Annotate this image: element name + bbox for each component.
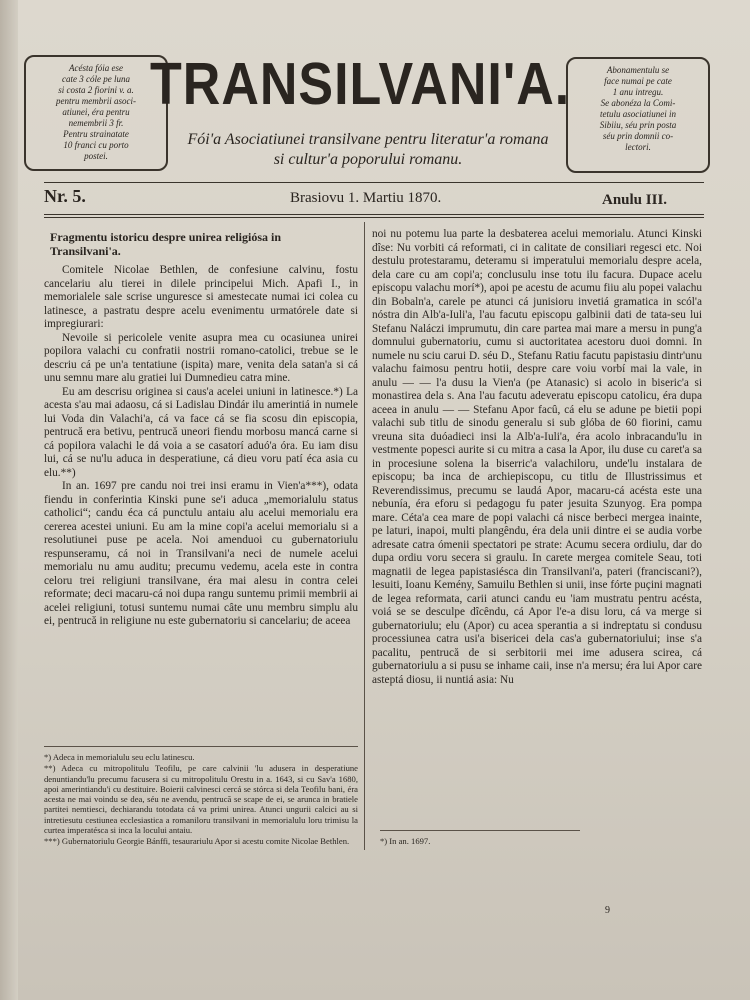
header-rule-top bbox=[44, 182, 704, 183]
abonament-info-box bbox=[566, 57, 710, 173]
article-paragraph: Comitele Nicolae Bethlen, de confesiune calvinu, fostu cancelariu alu tierei in dilele principelui Mich. Apafi I., in memorialele sale scrise unguresce si amestecate numai ici colea cu latinesce, a pastratu despre acelu evenimentu urmatórele date si impregiurari: bbox=[44, 264, 358, 330]
box-line: Se abonéza la Comi- bbox=[600, 98, 676, 108]
dateline: Brasiovu 1. Martiu 1870. bbox=[290, 190, 442, 206]
page-number: 9 bbox=[605, 905, 610, 916]
box-line: Pentru strainatate bbox=[63, 129, 129, 139]
box-line: 1 anu intregu. bbox=[612, 87, 664, 97]
article-column-right bbox=[372, 228, 702, 687]
box-line: postei. bbox=[84, 151, 108, 161]
header-rule-bottom bbox=[44, 214, 704, 215]
box-line: tetulu asociatiunei in bbox=[600, 109, 676, 119]
subtitle-line: si cultur'a poporului romanu. bbox=[273, 151, 463, 168]
box-line: face numai pe cate bbox=[604, 76, 672, 86]
box-line: Abonamentulu se bbox=[606, 65, 670, 75]
article-paragraph: Eu am descrisu originea si caus'a acelei uniuni in latinesce.*) La acesta s'au mai adaosu, cá si Ladislau Dindár ilu amerintiá in numele lui Voda din Valachi'a, cá va face cá se fia scosu din episcopia, pentrucă era betivu, pentrucă uneori fiendu morbosu mancá carne si cá popilora valachi le dá voia a se casatorí aduó'a óra. Eu iam disu lui, cá se nu'lu aduca in desperatiune, cá dieu voru patí éca asia cu elu.**) bbox=[44, 385, 358, 479]
footnote-separator bbox=[44, 746, 358, 747]
box-line: lectori. bbox=[625, 142, 651, 152]
footnote: *) In an. 1697. bbox=[380, 836, 431, 846]
header-rule-bottom-double bbox=[44, 217, 704, 218]
box-line: cate 3 cóle pe luna bbox=[62, 74, 130, 84]
article-paragraph: Nevoile si pericolele venite asupra mea cu ocasiunea unirei popilora valachi cu confratii nostrii romano-catolici, trebue se le descriu cá pe un'a tentatiune (ispita) mare, venita dela satan'a si cá unu semnu mare alu gratiei lui Dumnedieu catra mine. bbox=[44, 331, 358, 384]
issue-number: Nr. 5. bbox=[44, 186, 86, 206]
box-line: pentru membrii asoci- bbox=[56, 96, 136, 106]
box-line: nemembrii 3 fr. bbox=[68, 118, 124, 128]
article-column-left bbox=[44, 228, 358, 629]
box-line: atiunei, éra pentru bbox=[62, 107, 130, 117]
box-line: séu prin domnii co- bbox=[602, 131, 674, 141]
box-line: si costa 2 fiorini v. a. bbox=[58, 85, 134, 95]
footnote: ***) Gubernatoriulu Georgie Bánffi, tesaurariulu Apor si acestu comite Nicolae Bethlen. bbox=[44, 836, 350, 847]
volume-label: Anulu III. bbox=[602, 192, 668, 208]
footnote: **) Adeca cu mitropolitulu Teofilu, pe care calvinii 'lu adusera in desperatiune denuntiandu'lu precumu facusera si cu mitropolitulu Orestu in a. 1643, si cu Sav'a 1680, apoi amerintiandu'i cu destituire. Boierii calvinesci cercá se stórca si dela Teofilu bani, éra acesta ne mai voindu se dea, séu ne avendu, pentrucă se scape de ei, se arunca in bratiele partitei nemtiesci, dechiarandu totodata cá va primi unirea. Atunci ungurii calcici au si intretiesutu cestiunea ecclesiastica a romaniloru transilvani in memorialulu loru trimisu la curtea imperatésca si inca la locului antaiu. bbox=[44, 763, 358, 836]
column-divider bbox=[364, 222, 365, 850]
binding-edge bbox=[0, 0, 18, 1000]
newspaper-subtitle bbox=[168, 130, 568, 170]
footnote: *) Adeca in memorialulu seu eclu latinescu. bbox=[44, 752, 195, 762]
footnote-separator bbox=[380, 830, 580, 831]
subscription-info-box bbox=[24, 55, 168, 171]
newspaper-title: TRANSILVANI'A. bbox=[150, 51, 571, 118]
article-paragraph: noi nu potemu lua parte la desbaterea acelui memorialu. Atunci Kinski dîse: Nu vorbiti cá reformati, ci in calitate de consiliari regesci etc. Noi destulu protestaramu, deteramu si imperatului memorialu despre acela, dela care cu am copi'a; conclusulu inse totu ilu facura. Dupace acelu episcopu valachu morí*), apoi pe acestu de acumu fiiu alu popei valachu din Bobaln'a, carele pe atunci cá junisioru invetiá gramatica in scól'a nóstra din Alb'a-Iuli'a, l'au facutu episcopu galbinii dati de tata-seu lui Stefanu Naláczi imprumutu, din care partea mai mare a mersu in pung'a domnului gubernatoriu, cumu si auctoritatea acestoru duoi domni. In numele nu sciu carui D. séu D., Stefanu Ratiu facutu papistasiu dintr'unu valachu faimosu pentru hotii, despre care voiu vorbí mai la vale, in anulu — — l'a dusu la Vien'a (pe Atanasic) si acolo in biseric'a si monastirea dela s. Ana l'au facutu adeveratu episcopu catolicu, éra dupa aceea in anulu — — Stefanu Apor facû, cá elu se adune pe bietii popi valachi sub titlu de sinodu generalu si sub glóba de 60 fiorini, camu vreuna sita duóadieci insi la Alb'a-Iuli'a, éra acolo inbracandu'lu in vestmente popesci aurite si cu mitra a casa la Apor, ilu duse cu caret'a sa in procesiune solena la biserric'a valachiloru, unde'lu instalara de episcopu; ba inca de archiepiscopu, cu titlu de Illustrissimus et Reverendissimus, precumu se laudá Apor, macaru-cá acésta este una nebunía, éra eforu si pedagogu fu pater jesuita Szunyog. Era pompa mare. Céta'a cea mare de popi valachi cá nisce berbeci mergea inainte, pe laturi, inapoi, multi plangêndu, éra dela unii dintre ei se audia vorbe adresate catra ómenii spectatori pe strate: Acumu secera ordiulu, dar do dupa ordiu voru secera si graulu. In carete mergea comitele Seau, toti magnatii de legea papistasiésca din Transilvani'a, pateri (franciscani?), lesuiti, Ioanu Kemény, Samuilu Bethlen si unii, inse fórte puçini magnati de legea reformata, carii atunci candu eu 'iam mustratu pentru acésta, voiá se se desculpe dîcêndu, cá Apor l'e-a disu loru, cá va merge si gubernatoriulu; elu (Apor) cu acea sperantia a si indreptatu si condusu processiunea catra usi'a bisericei dela cas'a gubernatoriului; inse s'a pacalitu, pentrucă de si serbitorii mei ime adusera scirea, cá gubernatoriulu a si pusu se inhame caii, inse n'a mersu; éra lui Apor care asteptá diosu, ii nuntiá asia: Nu bbox=[372, 228, 702, 686]
box-line: Sibiiu, séu prin posta bbox=[599, 120, 677, 130]
footnotes-left bbox=[44, 752, 358, 848]
footnotes-right bbox=[380, 836, 580, 847]
box-line: 10 franci cu porto bbox=[63, 140, 129, 150]
subtitle-line: Fói'a Asociatiunei transilvane pentru literatur'a romana bbox=[187, 131, 549, 148]
article-title: Fragmentu istoricu despre unirea religiósa in Transilvani'a. bbox=[50, 230, 281, 258]
box-line: Acésta fóia ese bbox=[69, 63, 123, 73]
article-paragraph: In an. 1697 pre candu noi trei insi eramu in Vien'a***), odata fiendu in conferintia Kinski pune se'i aduca „memorialulu status catholici“; candu éca cá punctulu antaiu alu acelui memorialu era cererea acestei uniuni. Eu am la mine copi'a acelui memorialu si a resolutiunei puse pe acela. Noi amenduoi cu gubernatoriulu respunseramu, cá noi in Transilvani'a neci de numele acelui memorialu nu amu auditu; precumu vedemu, acela este in contra celoru trei religiuni transilvane, éra mai alesu in contra celei reformate; deci macaru-cá noi dupa rangu suntemu primii membrii ai acelei religiuni, totusi suntemu numai câte unu membru simplu alu ei, pentrucă in religiune nu este gubernatoriu si cancelariu; de aceea bbox=[44, 480, 358, 627]
